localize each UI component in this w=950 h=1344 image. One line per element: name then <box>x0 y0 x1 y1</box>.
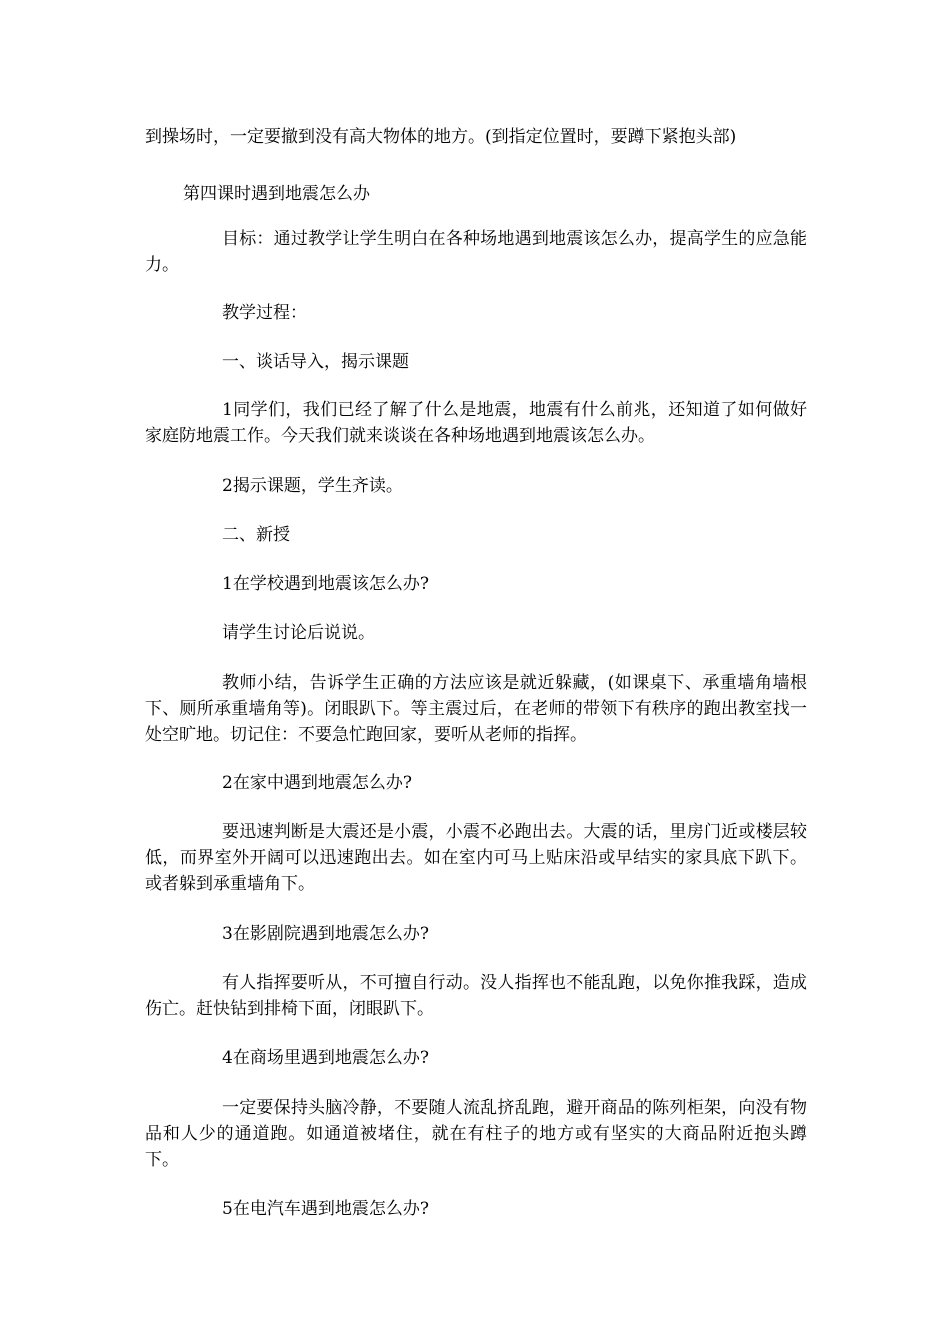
question-school: 1在学校遇到地震该怎么办? <box>222 574 429 594</box>
question-bus: 5在电汽车遇到地震怎么办? <box>222 1199 429 1219</box>
question-mall: 4在商场里遇到地震怎么办? <box>222 1048 429 1068</box>
question-home: 2在家中遇到地震怎么办? <box>222 773 412 793</box>
paragraph-mall-answer: 一定要保持头脑冷静，不要随人流乱挤乱跑，避开商品的陈列柜架，向没有物品和人少的通道跑。如通道被堵住，就在有柱子的地方或有坚实的大商品附近抱头蹲下。 <box>145 1098 807 1170</box>
question-theater: 3在影剧院遇到地震怎么办? <box>222 924 429 944</box>
paragraph-objective: 目标：通过教学让学生明白在各种场地遇到地震该怎么办，提高学生的应急能力。 <box>145 229 807 275</box>
paragraph-playground-instruction: 到操场时，一定要撤到没有高大物体的地方。(到指定位置时，要蹲下紧抱头部) <box>145 127 737 147</box>
paragraph-school-answer: 教师小结，告诉学生正确的方法应该是就近躲藏，(如课桌下、承重墙角墙根下、厕所承重墙角等)。闭眼趴下。等主震过后，在老师的带领下有秩序的跑出教室找一处空旷地。切记住：不要急忙跑回家，要听从老师的指挥。 <box>145 673 807 745</box>
paragraph-home-answer: 要迅速判断是大震还是小震，小震不必跑出去。大震的话，里房门近或楼层较低，而界室外开阔可以迅速跑出去。如在室内可马上贴床沿或早结实的家具底下趴下。或者躲到承重墙角下。 <box>145 822 807 894</box>
paragraph-process-label: 教学过程： <box>222 303 307 323</box>
paragraph-discussion: 请学生讨论后说说。 <box>222 623 375 643</box>
section-heading-new: 二、新授 <box>222 525 290 545</box>
paragraph-intro-2: 2揭示课题，学生齐读。 <box>222 476 403 496</box>
paragraph-theater-answer: 有人指挥要听从，不可擅自行动。没人指挥也不能乱跑，以免你推我踩，造成伤亡。赶快钻到排椅下面，闭眼趴下。 <box>145 973 807 1019</box>
section-heading-intro: 一、谈话导入，揭示课题 <box>222 352 409 372</box>
paragraph-intro-1: 1同学们，我们已经了解了什么是地震，地震有什么前兆，还知道了如何做好家庭防地震工作。今天我们就来谈谈在各种场地遇到地震该怎么办。 <box>145 400 807 446</box>
lesson-title: 第四课时遇到地震怎么办 <box>183 184 370 204</box>
